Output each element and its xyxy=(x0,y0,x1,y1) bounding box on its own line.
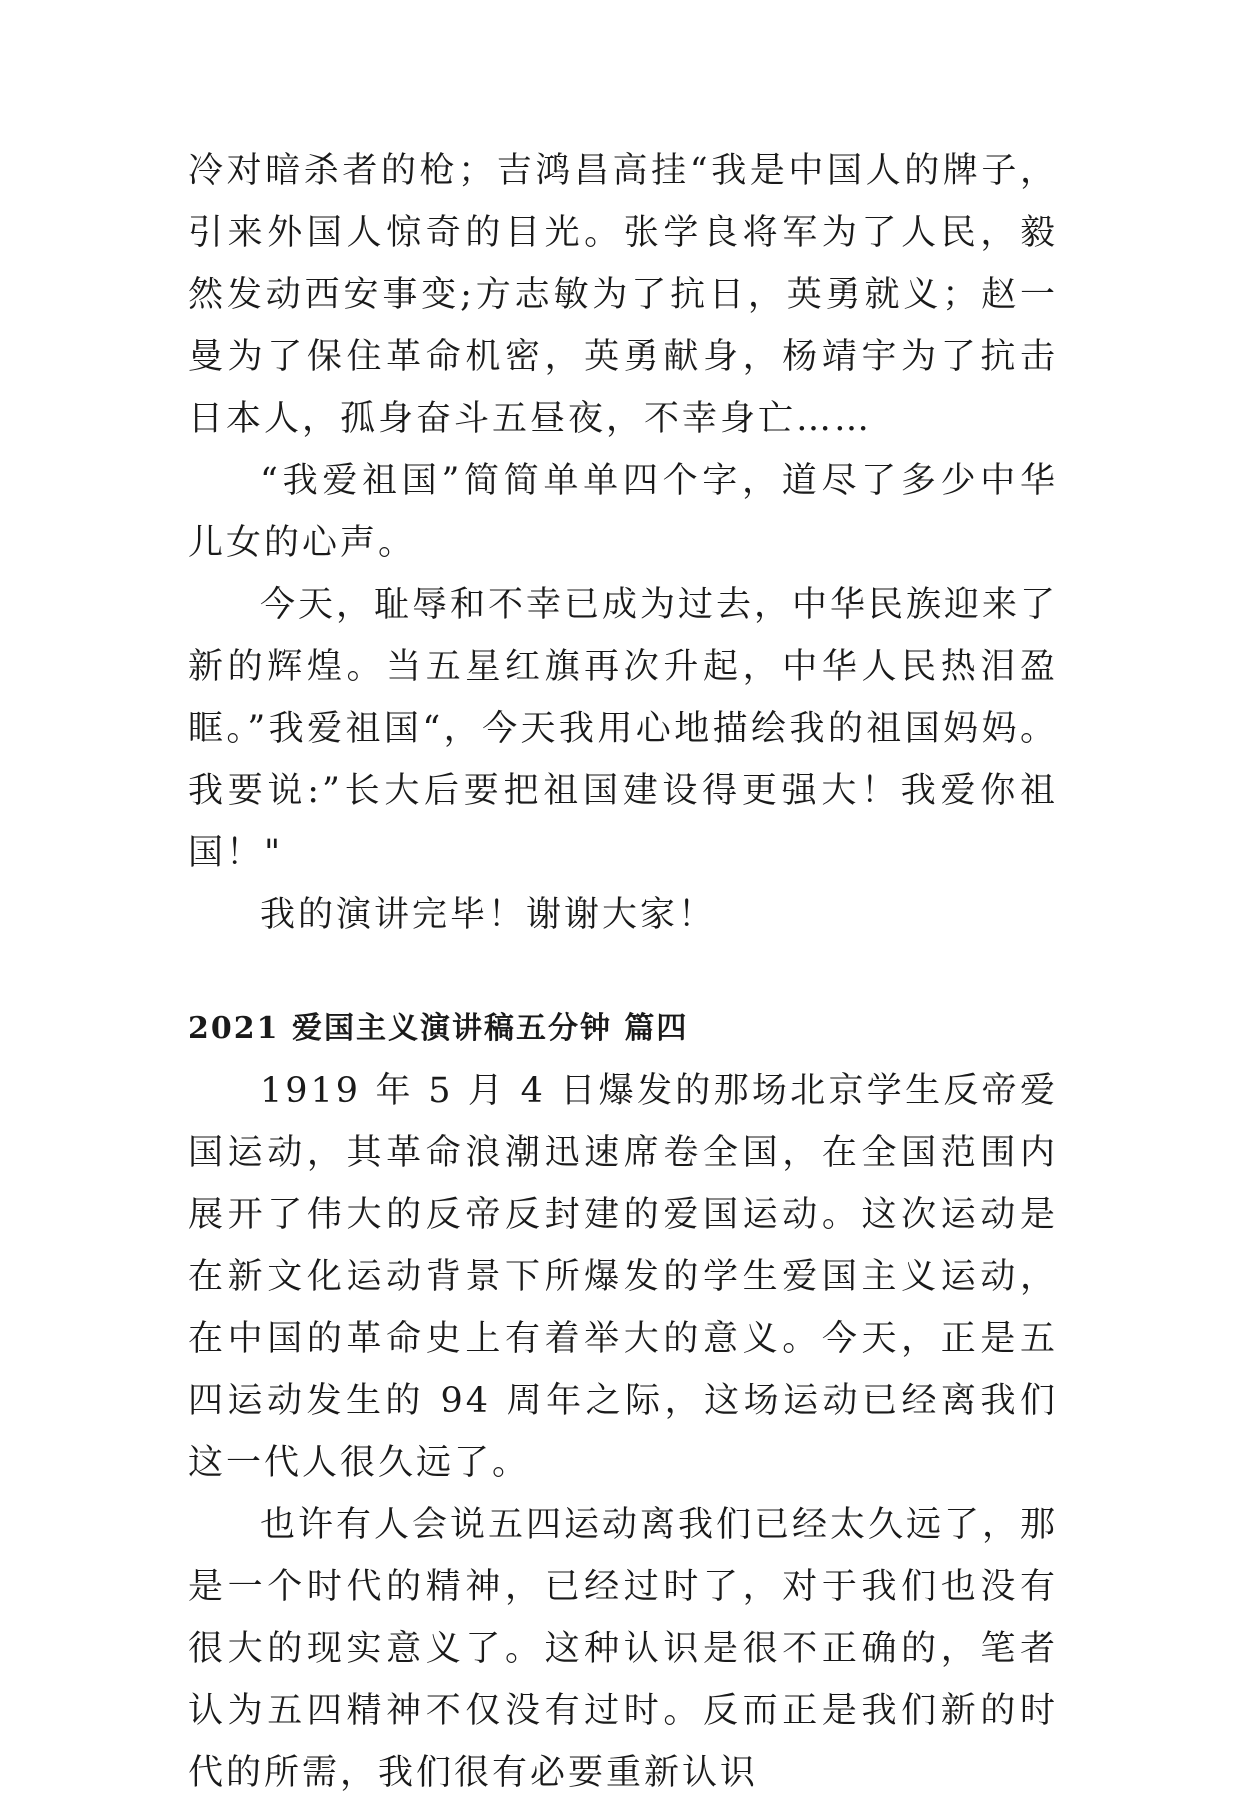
section-title: 2021 爱国主义演讲稿五分钟 篇四 xyxy=(188,1011,689,1046)
paragraph-may-fourth: 1919 年 5 月 4 日爆发的那场北京学生反帝爱国运动，其革命浪潮迅速席卷全国，在全国范围内展开了伟大的反帝反封建的爱国运动。这次运动是在新文化运动背景下所爆发的学生爱国主义运动，在中国的革命史上有着举大的意义。今天，正是五四运动发生的 94 周年之际，这场运动已经离我们这一代人很久远了。 xyxy=(188,1071,1058,1483)
paragraph-martyrs: 冷对暗杀者的枪；吉鸿昌高挂“我是中国人的牌子，引来外国人惊奇的目光。张学良将军为了人民，毅然发动西安事变;方志敏为了抗日，英勇就义；赵一曼为了保住革命机密，英勇献身，杨靖宇为了抗击日本人，孤身奋斗五昼夜，不幸身亡…… xyxy=(188,151,1058,439)
paragraph-i-love-motherland: “我爱祖国”简简单单四个字，道尽了多少中华儿女的心声。 xyxy=(188,461,1058,563)
paragraph-spirit: 也许有人会说五四运动离我们已经太久远了，那是一个时代的精神，已经过时了，对于我们也没有很大的现实意义了。这种认识是很不正确的，笔者认为五四精神不仅没有过时。反而正是我们新的时代的所需，我们很有必要重新认识 xyxy=(188,1505,1059,1793)
paragraph-closing: 我的演讲完毕！谢谢大家！ xyxy=(260,895,717,935)
paragraph-today: 今天，耻辱和不幸已成为过去，中华民族迎来了新的辉煌。当五星红旗再次升起，中华人民热泪盈眶。”我爱祖国“，今天我用心地描绘我的祖国妈妈。我要说:”长大后要把祖国建设得更强大！我爱你祖国！" xyxy=(188,585,1059,873)
document-page xyxy=(188,140,1058,1804)
